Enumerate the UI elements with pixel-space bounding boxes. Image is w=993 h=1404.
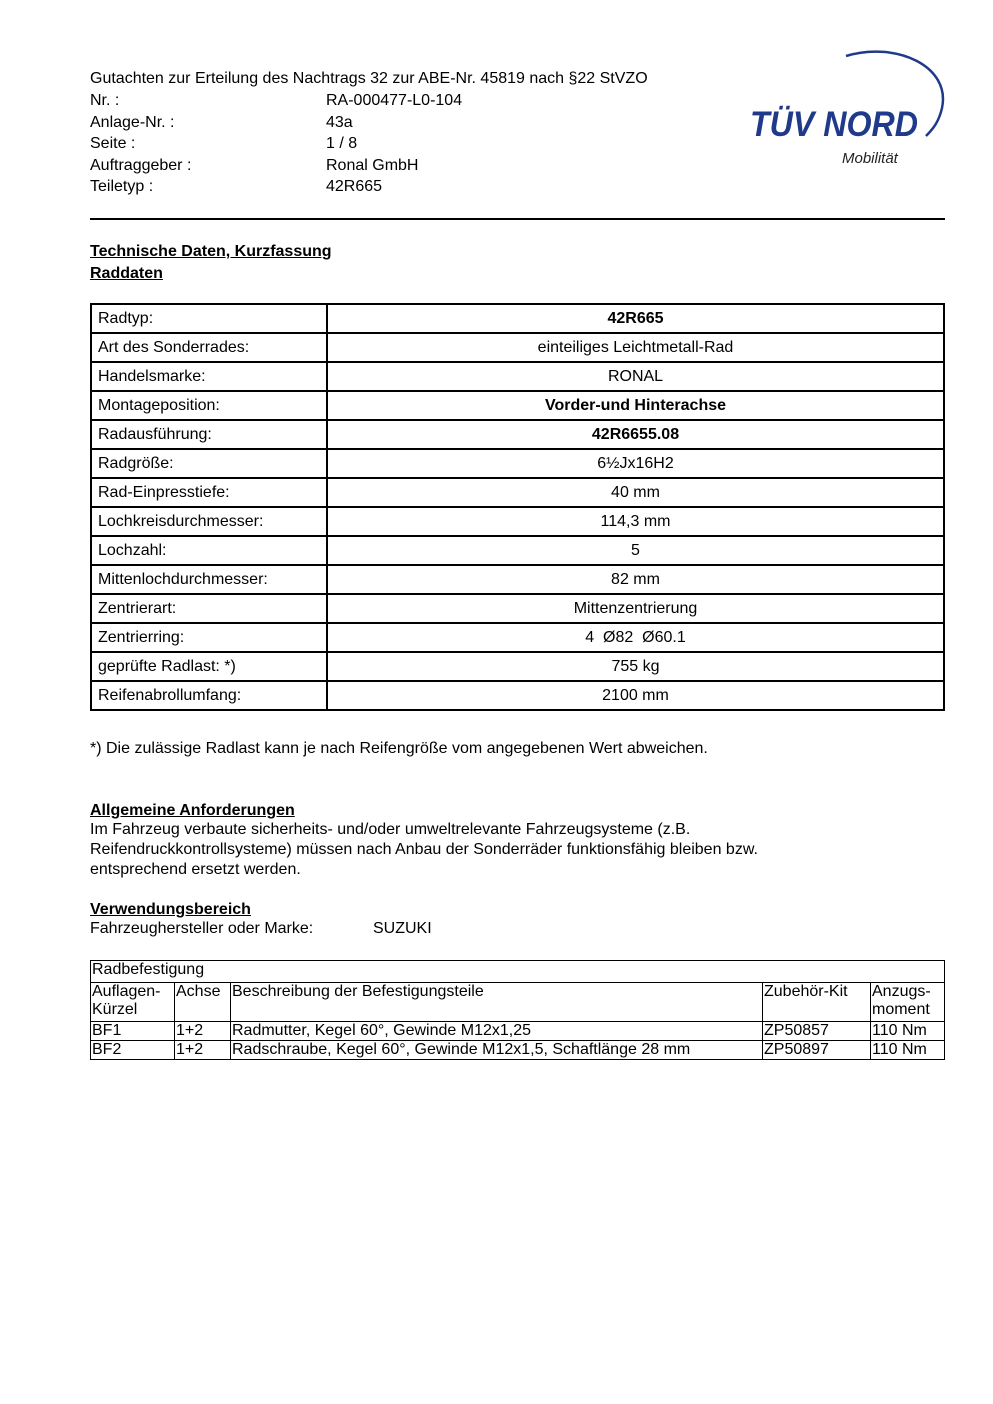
table-cell: Radschraube, Kegel 60°, Gewinde M12x1,5, Schaftlänge 28 mm bbox=[231, 1041, 763, 1060]
section-title-raddaten: Raddaten bbox=[90, 265, 163, 282]
text-line: entsprechend ersetzt werden. bbox=[90, 861, 301, 878]
table-title: Radbefestigung bbox=[91, 961, 945, 983]
meta-label: Teiletyp : bbox=[90, 178, 154, 195]
table-row bbox=[91, 1022, 945, 1041]
row-value: 42R665 bbox=[327, 304, 944, 333]
table-cell: BF1 bbox=[91, 1022, 175, 1041]
meta-value: 1 / 8 bbox=[326, 135, 358, 152]
row-value: 2100 mm bbox=[327, 681, 944, 710]
meta-row bbox=[90, 133, 730, 155]
table-row bbox=[91, 507, 944, 536]
row-value: 755 kg bbox=[327, 652, 944, 681]
row-value: 5 bbox=[327, 536, 944, 565]
table-cell: BF2 bbox=[91, 1041, 175, 1060]
row-value: RONAL bbox=[327, 362, 944, 391]
table-row bbox=[91, 449, 944, 478]
table-header-row bbox=[91, 983, 945, 1022]
allgemeine-text bbox=[90, 820, 910, 880]
row-label: Lochzahl: bbox=[91, 536, 327, 565]
row-label: Montageposition: bbox=[91, 391, 327, 420]
row-label: Reifenabrollumfang: bbox=[91, 681, 327, 710]
table-cell: ZP50857 bbox=[763, 1022, 871, 1041]
table-cell: 1+2 bbox=[175, 1041, 231, 1060]
meta-value: RA-000477-L0-104 bbox=[326, 92, 463, 109]
befestigung-table bbox=[90, 960, 945, 1060]
table-row bbox=[91, 333, 944, 362]
meta-row bbox=[90, 90, 730, 112]
section-title-tech: Technische Daten, Kurzfassung bbox=[90, 243, 332, 260]
column-header: Auflagen-Kürzel bbox=[91, 983, 175, 1022]
meta-row bbox=[90, 112, 730, 134]
row-label: Radausführung: bbox=[91, 420, 327, 449]
meta-label: Seite : bbox=[90, 135, 136, 152]
meta-label: Auftraggeber : bbox=[90, 156, 192, 174]
logo-sub: Mobilität bbox=[842, 150, 898, 167]
row-label: Radtyp: bbox=[91, 304, 327, 333]
row-value: 40 mm bbox=[327, 478, 944, 507]
document-header bbox=[90, 68, 730, 198]
row-value: 42R6655.08 bbox=[327, 420, 944, 449]
verwendung-row bbox=[90, 919, 432, 939]
row-value: Mittenzentrierung bbox=[327, 594, 944, 623]
verwendung-label: Fahrzeughersteller oder Marke: bbox=[90, 920, 314, 937]
table-cell: ZP50897 bbox=[763, 1041, 871, 1060]
row-label: Radgröße: bbox=[91, 449, 327, 478]
tuv-nord-logo bbox=[746, 46, 950, 170]
table-row bbox=[91, 1041, 945, 1060]
row-value: einteiliges Leichtmetall-Rad bbox=[327, 333, 944, 362]
table-row bbox=[91, 681, 944, 710]
table-row bbox=[91, 652, 944, 681]
verwendung-value: SUZUKI bbox=[373, 920, 432, 937]
column-header: Achse bbox=[175, 983, 231, 1022]
row-label: Handelsmarke: bbox=[91, 362, 327, 391]
table-cell: Radmutter, Kegel 60°, Gewinde M12x1,25 bbox=[231, 1022, 763, 1041]
radlast-footnote: *) Die zulässige Radlast kann je nach Reifengröße vom angegebenen Wert abweichen. bbox=[90, 740, 708, 757]
meta-row bbox=[90, 155, 730, 177]
row-value: 4 Ø82 Ø60.1 bbox=[327, 623, 944, 652]
table-title-row bbox=[91, 961, 945, 983]
meta-value: 42R665 bbox=[326, 178, 383, 195]
logo-brand: TÜV NORD bbox=[750, 105, 918, 144]
column-header: Zubehör-Kit bbox=[763, 983, 871, 1022]
row-label: Zentrierart: bbox=[91, 594, 327, 623]
section-title-verwendung: Verwendungsbereich bbox=[90, 901, 251, 918]
document-title: Gutachten zur Erteilung des Nachtrags 32 zur ABE-Nr. 45819 nach §22 StVZO bbox=[90, 70, 648, 87]
section-title-allgemeine: Allgemeine Anforderungen bbox=[90, 802, 295, 819]
table-row bbox=[91, 391, 944, 420]
row-value: 6½Jx16H2 bbox=[327, 449, 944, 478]
table-row bbox=[91, 478, 944, 507]
row-value: 114,3 mm bbox=[327, 507, 944, 536]
table-row bbox=[91, 536, 944, 565]
meta-label: Anlage-Nr. : bbox=[90, 113, 175, 131]
row-label: Rad-Einpresstiefe: bbox=[91, 478, 327, 507]
table-cell: 110 Nm bbox=[871, 1022, 945, 1041]
table-cell: 110 Nm bbox=[871, 1041, 945, 1060]
text-line: Reifendruckkontrollsysteme) müssen nach Anbau der Sonderräder funktionsfähig bleiben bzw. bbox=[90, 841, 758, 858]
meta-value: Ronal GmbH bbox=[326, 156, 419, 174]
header-divider bbox=[90, 218, 945, 220]
table-row bbox=[91, 594, 944, 623]
meta-row bbox=[90, 176, 730, 198]
column-header: Beschreibung der Befestigungsteile bbox=[231, 983, 763, 1022]
table-cell: 1+2 bbox=[175, 1022, 231, 1041]
row-label: Mittenlochdurchmesser: bbox=[91, 565, 327, 594]
meta-label: Nr. : bbox=[90, 92, 120, 109]
row-label: Zentrierring: bbox=[91, 623, 327, 652]
column-header: Anzugs-moment bbox=[871, 983, 945, 1022]
table-row bbox=[91, 565, 944, 594]
table-row bbox=[91, 304, 944, 333]
row-value: 82 mm bbox=[327, 565, 944, 594]
row-value: Vorder-und Hinterachse bbox=[327, 391, 944, 420]
meta-value: 43a bbox=[326, 113, 353, 131]
row-label: Art des Sonderrades: bbox=[91, 333, 327, 362]
raddaten-table bbox=[90, 303, 945, 711]
row-label: Lochkreisdurchmesser: bbox=[91, 507, 327, 536]
row-label: geprüfte Radlast: *) bbox=[91, 652, 327, 681]
table-row bbox=[91, 420, 944, 449]
text-line: Im Fahrzeug verbaute sicherheits- und/oder umweltrelevante Fahrzeugsysteme (z.B. bbox=[90, 821, 691, 838]
table-row bbox=[91, 623, 944, 652]
table-row bbox=[91, 362, 944, 391]
